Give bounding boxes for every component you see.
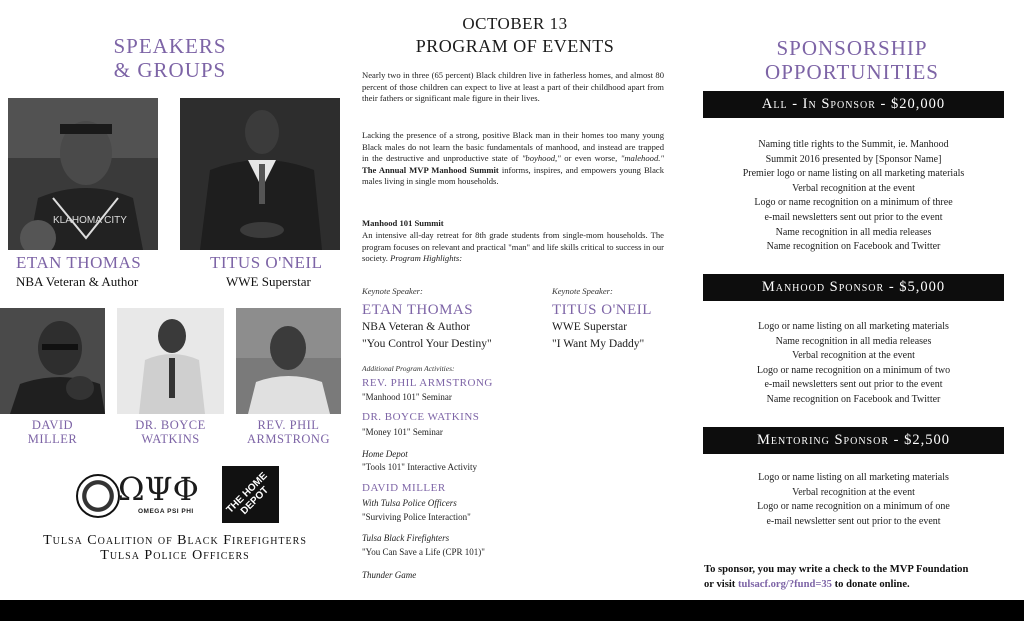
list-item: Name recognition on Facebook and Twitter	[766, 393, 941, 405]
activity4-with: With Tulsa Police Officers	[362, 498, 457, 508]
sponsorship-heading-line1: SPONSORSHIP	[776, 36, 928, 60]
list-item: Verbal recognition at the event	[792, 182, 915, 194]
activity2-name: DR. BOYCE WATKINS	[362, 411, 480, 423]
program-paragraph-2: Lacking the presence of a strong, positive Black man in their homes too many young Black males do not learn the basic fundamentals of manhood, and instead are trapped in the destructive and unproductive state of "boyhood," or even worse, "malehood." The Annual MVP Manhood Summit informs, inspires, and empowers young Black males living in single mom households.	[362, 130, 664, 186]
activity4-name: DAVID MILLER	[362, 482, 446, 494]
bottom-bar	[0, 600, 1024, 621]
activity6-name: Thunder Game	[362, 570, 417, 580]
titus-oneil-title: WWE Superstar	[226, 274, 311, 289]
list-item: e-mail newsletters sent out prior to the event	[764, 379, 943, 391]
activity5-name: Tulsa Black Firefighters	[362, 533, 450, 543]
list-item: e-mail newsletters sent out prior to the event	[764, 211, 943, 223]
david-miller-photo	[0, 308, 105, 414]
activity1-sub: "Manhood 101" Seminar	[362, 392, 452, 402]
list-item: Verbal recognition at the event	[792, 350, 915, 362]
speakers-heading-line2: & GROUPS	[113, 58, 227, 82]
tier1-bar: All - In Sponsor - $20,000	[703, 91, 1004, 118]
speakers-heading-line1: SPEAKERS	[113, 34, 227, 58]
keynote2-title: WWE Superstar	[552, 321, 628, 333]
etan-thomas-photo	[8, 98, 158, 250]
activity3-name: Home Depot	[362, 449, 408, 459]
coalition-line2: Tulsa Police Officers	[100, 548, 250, 563]
etan-thomas-name: ETAN THOMAS	[16, 253, 142, 272]
keynote2-label: Keynote Speaker:	[552, 286, 613, 296]
list-item: Premier logo or name listing on all marketing materials	[742, 168, 965, 180]
sponsorship-heading-line2: OPPORTUNITIES	[765, 60, 939, 84]
sponsor-footer-text	[704, 562, 1014, 592]
list-item: Logo or name listing on all marketing materials	[758, 472, 949, 483]
summit-title: Manhood 101 Summit	[362, 218, 444, 228]
sponsor-footer-line1: To sponsor, you may write a check to the MVP Foundation	[704, 564, 969, 575]
list-item: Name recognition in all media releases	[775, 335, 932, 347]
tier2-bar: Manhood Sponsor - $5,000	[703, 274, 1004, 301]
phil-armstrong-label: REV. PHIL ARMSTRONG	[247, 418, 330, 446]
activity2-sub: "Money 101" Seminar	[362, 427, 443, 437]
etan-thomas-title: NBA Veteran & Author	[16, 274, 139, 289]
phil-armstrong-photo	[236, 308, 341, 414]
list-item: Logo or name recognition on a minimum of two	[756, 364, 951, 376]
list-item: Summit 2016 presented by [Sponsor Name]	[765, 153, 942, 165]
titus-oneil-name: TITUS O'NEIL	[210, 253, 323, 272]
keynote2-talk: "I Want My Daddy"	[552, 338, 645, 350]
program-date: OCTOBER 13	[462, 14, 568, 33]
tier3-bar: Mentoring Sponsor - $2,500	[703, 427, 1004, 454]
omega-psi-phi-letters: ΩΨΦ	[118, 470, 199, 508]
omega-psi-phi-caption: OMEGA PSI PHI	[138, 508, 194, 515]
program-paragraph-1: Nearly two in three (65 percent) Black children live in fatherless homes, and almost 80 percent of those children can expect to live at least a part of their childhood apart from their fathers or significant male figure in their lives.	[362, 70, 664, 103]
program-title: PROGRAM OF EVENTS	[415, 36, 615, 56]
david-miller-label: DAVID MILLER	[27, 418, 78, 446]
list-item: Naming title rights to the Summit, ie. Manhood	[758, 139, 949, 150]
keynote1-title: NBA Veteran & Author	[362, 321, 471, 333]
activity4-sub: "Surviving Police Interaction"	[362, 512, 471, 522]
boyce-watkins-photo	[117, 308, 224, 414]
list-item: Name recognition in all media releases	[775, 226, 932, 238]
list-item: Logo or name listing on all marketing materials	[758, 321, 949, 332]
summit-description: An intensive all-day retreat for 8th grade students from single-mom households. The program focuses on relevant and practical "man" and life skills critical to success in our society. Program Highlights:	[362, 230, 664, 263]
tier3-list	[703, 471, 1004, 529]
activity1-name: REV. PHIL ARMSTRONG	[362, 377, 493, 389]
list-item: e-mail newsletter sent out prior to the event	[766, 515, 941, 527]
coalition-line1: Tulsa Coalition of Black Firefighters	[43, 533, 307, 548]
keynote1-talk: "You Control Your Destiny"	[362, 338, 492, 350]
list-item: Name recognition on Facebook and Twitter	[766, 241, 941, 253]
tier1-list	[703, 138, 1004, 255]
keynote1-label: Keynote Speaker:	[362, 286, 423, 296]
additional-activities-label: Additional Program Activities:	[362, 364, 455, 373]
keynote2-name: TITUS O'NEIL	[552, 302, 652, 318]
activity3-sub: "Tools 101" Interactive Activity	[362, 462, 477, 472]
list-item: Verbal recognition at the event	[792, 486, 915, 498]
svg-text:KLAHOMA CITY: KLAHOMA CITY	[53, 215, 127, 226]
keynote1-name: ETAN THOMAS	[362, 302, 474, 318]
sponsor-footer-line2: or visit tulsacf.org/?fund=35 to donate online.	[704, 579, 910, 590]
titus-oneil-photo	[180, 98, 340, 250]
list-item: Logo or name recognition on a minimum of one	[757, 501, 950, 513]
coalition-text	[0, 533, 350, 563]
speakers-heading	[0, 34, 340, 82]
donate-link[interactable]: tulsacf.org/?fund=35	[737, 579, 832, 590]
home-depot-logo: THE HOME DEPOT	[222, 466, 279, 523]
sponsorship-heading	[700, 36, 1004, 84]
omega-seal-logo	[76, 474, 120, 518]
boyce-watkins-label: DR. BOYCE WATKINS	[135, 418, 206, 446]
list-item: Logo or name recognition on a minimum of three	[754, 197, 953, 209]
tier2-list	[703, 320, 1004, 408]
activity5-sub: "You Can Save a Life (CPR 101)"	[362, 547, 485, 557]
